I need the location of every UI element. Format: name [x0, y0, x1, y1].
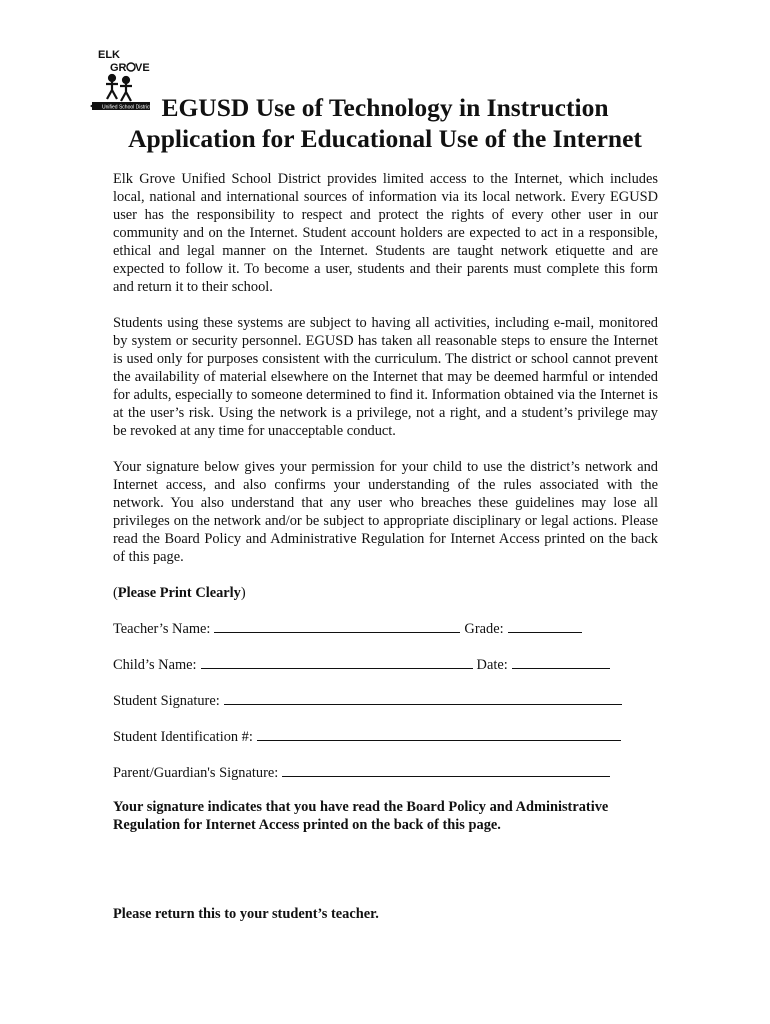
student-signature-row	[113, 690, 658, 708]
parent-signature-label: Parent/Guardian's Signature:	[113, 765, 279, 781]
monitoring-paragraph: Students using these systems are subject to having all activities, including e-mail, monitored by system or security personnel. EGUSD has taken all reasonable steps to ensure the Internet is used only for purposes consistent with the curriculum. The district or school cannot prevent the availability of material elsewhere on the Internet that may be deemed harmful or intended for adults, especially to someone determined to find it. Information obtained via the Internet is at the user’s risk. Using the network is a privilege, not a right, and a student’s privilege may be revoked at any time for unacceptable conduct.	[113, 315, 658, 439]
intro-paragraph: Elk Grove Unified School District provides limited access to the Internet, which includes local, national and international sources of information via its local network. Every EGUSD user has the responsibility to respect and protect the rights of every other user in our community and on the Internet. Student account holders are expected to act in a responsible, ethical and legal manner on the Internet. Students are taught network etiquette and are expected to follow it. To become a user, students and their parents must complete this form and return it to their school.	[113, 171, 658, 295]
teacher-name-field[interactable]	[214, 618, 460, 633]
teacher-name-label: Teacher’s Name:	[113, 621, 211, 637]
signature-notice: Your signature indicates that you have read the Board Policy and Administrative Regulation for Internet Access printed on the back of this page.	[113, 799, 609, 833]
return-instruction: Please return this to your student’s teacher.	[113, 906, 379, 922]
svg-text:Unified School District: Unified School District	[102, 104, 151, 111]
date-field[interactable]	[512, 654, 610, 669]
teacher-grade-row	[113, 618, 658, 636]
svg-text:VE: VE	[135, 62, 150, 74]
grade-field[interactable]	[508, 618, 582, 633]
svg-text:ELK: ELK	[98, 49, 120, 61]
date-label: Date:	[476, 657, 508, 673]
svg-text:GR: GR	[110, 62, 127, 74]
title-line-2: Application for Educational Use of the Internet	[128, 124, 642, 153]
child-date-row	[113, 654, 658, 672]
parent-signature-row	[113, 762, 658, 780]
document-title	[100, 92, 670, 154]
student-id-row	[113, 726, 658, 744]
title-line-1: EGUSD Use of Technology in Instruction	[161, 93, 609, 122]
parent-signature-field[interactable]	[282, 762, 610, 777]
child-name-field[interactable]	[201, 654, 473, 669]
child-name-label: Child’s Name:	[113, 657, 197, 673]
student-signature-field[interactable]	[224, 690, 622, 705]
document-body	[113, 170, 658, 834]
student-id-label: Student Identification #:	[113, 729, 253, 745]
permission-paragraph: Your signature below gives your permission for your child to use the district’s network and Internet access, and also confirms your understanding of the rules associated with the network. You also understand that any user who breaches these guidelines may lose all privileges on the network and/or be subject to appropriate disciplinary or legal actions. Please read the Board Policy and Administrative Regulation for Internet Access printed on the back of this page.	[113, 459, 658, 565]
student-id-field[interactable]	[257, 726, 621, 741]
student-signature-label: Student Signature:	[113, 693, 220, 709]
grade-label: Grade:	[464, 621, 504, 637]
print-clearly-note: (Please Print Clearly)	[113, 585, 246, 601]
